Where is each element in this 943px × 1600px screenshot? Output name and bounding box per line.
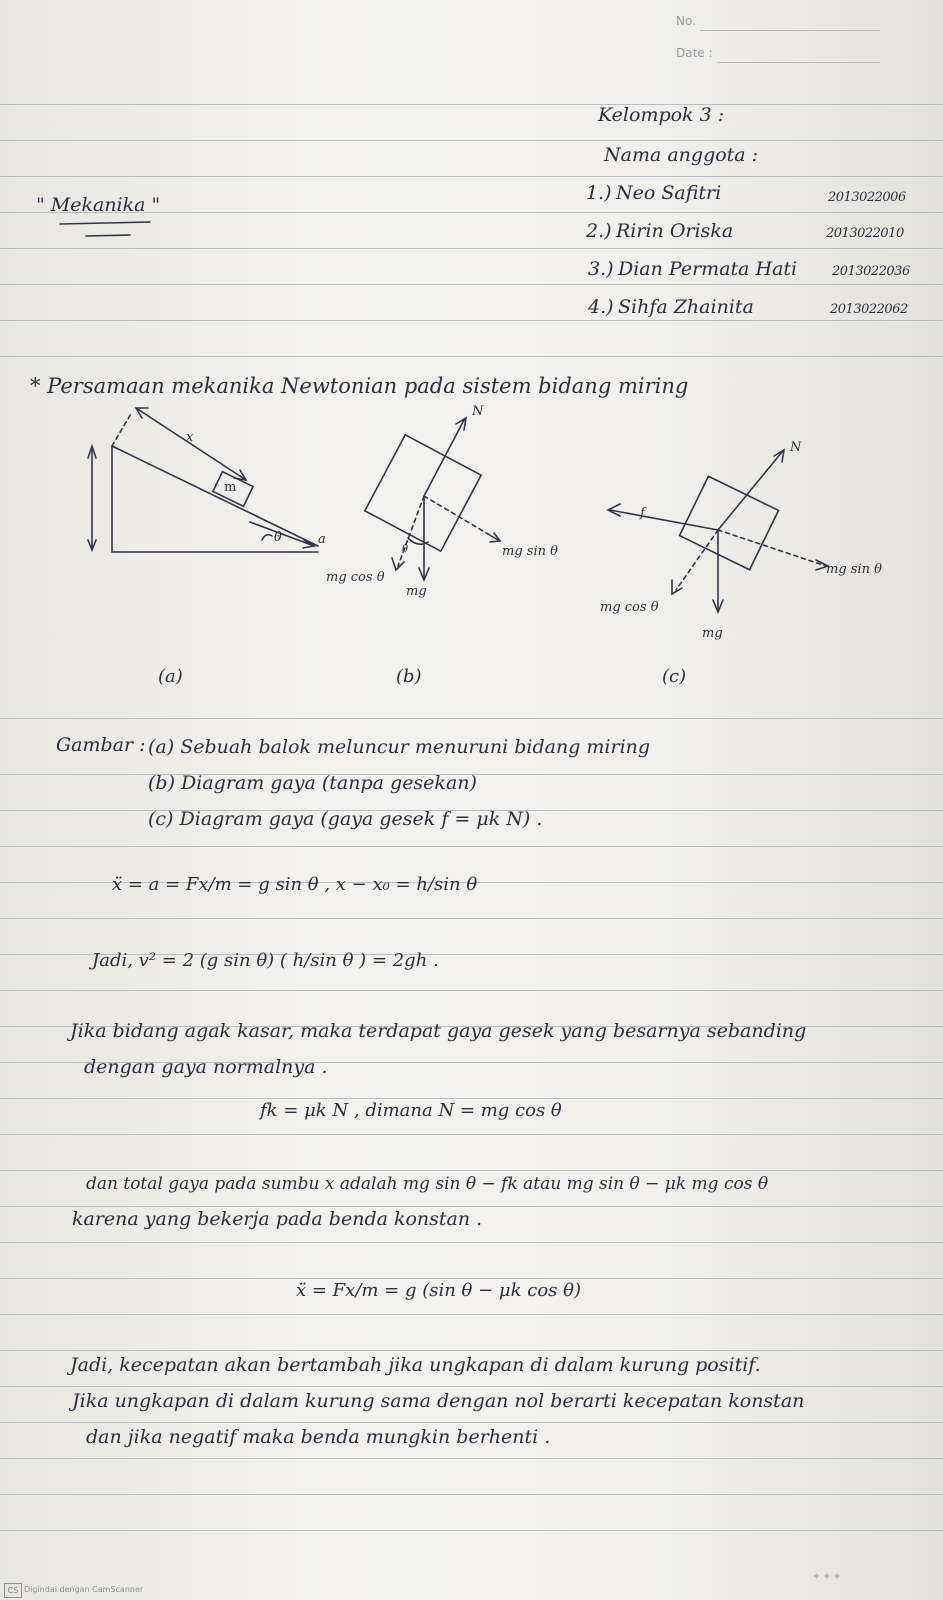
fig-a-block-label: m (224, 480, 237, 495)
fig-c-mgsin-label: mg sin θ (826, 562, 882, 577)
fig-b-N-label: N (472, 404, 484, 419)
date-label: Date : (676, 46, 713, 60)
fig-b-theta-label: θ (402, 544, 409, 555)
fig-b-mgsin-label: mg sin θ (502, 544, 558, 559)
fig-a-label: (a) (158, 666, 183, 687)
member-nim: 2013022036 (832, 264, 910, 279)
member-nim: 2013022062 (830, 302, 908, 317)
topic-title: " Mekanika " (36, 194, 161, 216)
paragraph1-line1: Jika bidang agak kasar, maka terdapat gaya gesek yang besarnya sebanding (70, 1020, 807, 1042)
fig-b-mgcos-label: mg cos θ (326, 570, 385, 585)
fig-c-mg-label: mg (702, 626, 723, 641)
figure-a-incline (88, 408, 318, 552)
fig-b-label: (b) (396, 666, 422, 687)
paragraph3-line1: Jadi, kecepatan akan bertambah jika ungkapan di dalam kurung positif. (70, 1354, 761, 1376)
equation-acceleration: ẍ = a = Fx/m = g sin θ , x − x₀ = h/sin θ (112, 874, 478, 895)
camscanner-text: Digindai dengan CamScanner (24, 1585, 144, 1594)
fig-a-x-label: x (186, 430, 194, 445)
member-name: Ririn Oriska (616, 220, 734, 242)
fig-a-a-label: a (318, 532, 326, 547)
member-index: 2.) (586, 220, 612, 242)
member-nim: 2013022010 (826, 226, 904, 241)
figure-c-diagram (608, 450, 828, 612)
topic-underline (60, 222, 150, 224)
paragraph3-line2: Jika ungkapan di dalam kurung sama dengan nol berarti kecepatan konstan (72, 1390, 805, 1412)
section-heading: * Persamaan mekanika Newtonian pada sistem bidang miring (30, 374, 689, 398)
caption-a: (a) Sebuah balok meluncur menuruni bidang miring (148, 736, 651, 758)
equation-velocity: Jadi, v² = 2 (g sin θ) ( h/sin θ ) = 2gh . (92, 950, 439, 971)
paragraph1-line2: dengan gaya normalnya . (84, 1056, 328, 1078)
paper-brand-stamp: ✦✦✦ (812, 1570, 843, 1583)
group-title: Kelompok 3 : (598, 104, 725, 126)
fig-c-N-label: N (790, 440, 802, 455)
fig-c-mgcos-label: mg cos θ (600, 600, 659, 615)
members-label: Nama anggota : (604, 144, 759, 166)
member-index: 4.) (588, 296, 614, 318)
paragraph2-line2: karena yang bekerja pada benda konstan . (72, 1208, 483, 1230)
member-name: Sihfa Zhainita (618, 296, 754, 318)
caption-b: (b) Diagram gaya (tanpa gesekan) (148, 772, 477, 794)
fig-c-f-label: f (640, 506, 645, 521)
member-name: Neo Safitri (616, 182, 722, 204)
member-index: 3.) (588, 258, 614, 280)
paragraph2-line1: dan total gaya pada sumbu x adalah mg sin θ − fk atau mg sin θ − μk mg cos θ (86, 1174, 769, 1194)
caption-c: (c) Diagram gaya (gaya gesek f = μk N) . (148, 808, 543, 830)
caption-prefix: Gambar : (56, 734, 146, 756)
figure-b-diagram (365, 418, 500, 580)
fig-b-mg-label: mg (406, 584, 427, 599)
no-label: No. (676, 14, 696, 28)
member-index: 1.) (586, 182, 612, 204)
camscanner-logo: CS (4, 1583, 22, 1598)
member-name: Dian Permata Hati (618, 258, 798, 280)
fig-c-label: (c) (662, 666, 687, 687)
member-nim: 2013022006 (828, 190, 906, 205)
equation-net: ẍ = Fx/m = g (sin θ − μk cos θ) (296, 1280, 581, 1301)
paragraph3-line3: dan jika negatif maka benda mungkin berhenti . (86, 1426, 551, 1448)
fig-a-theta-label: θ (274, 530, 282, 545)
topic-underline (86, 235, 130, 236)
equation-friction: fk = μk N , dimana N = mg cos θ (260, 1100, 562, 1121)
